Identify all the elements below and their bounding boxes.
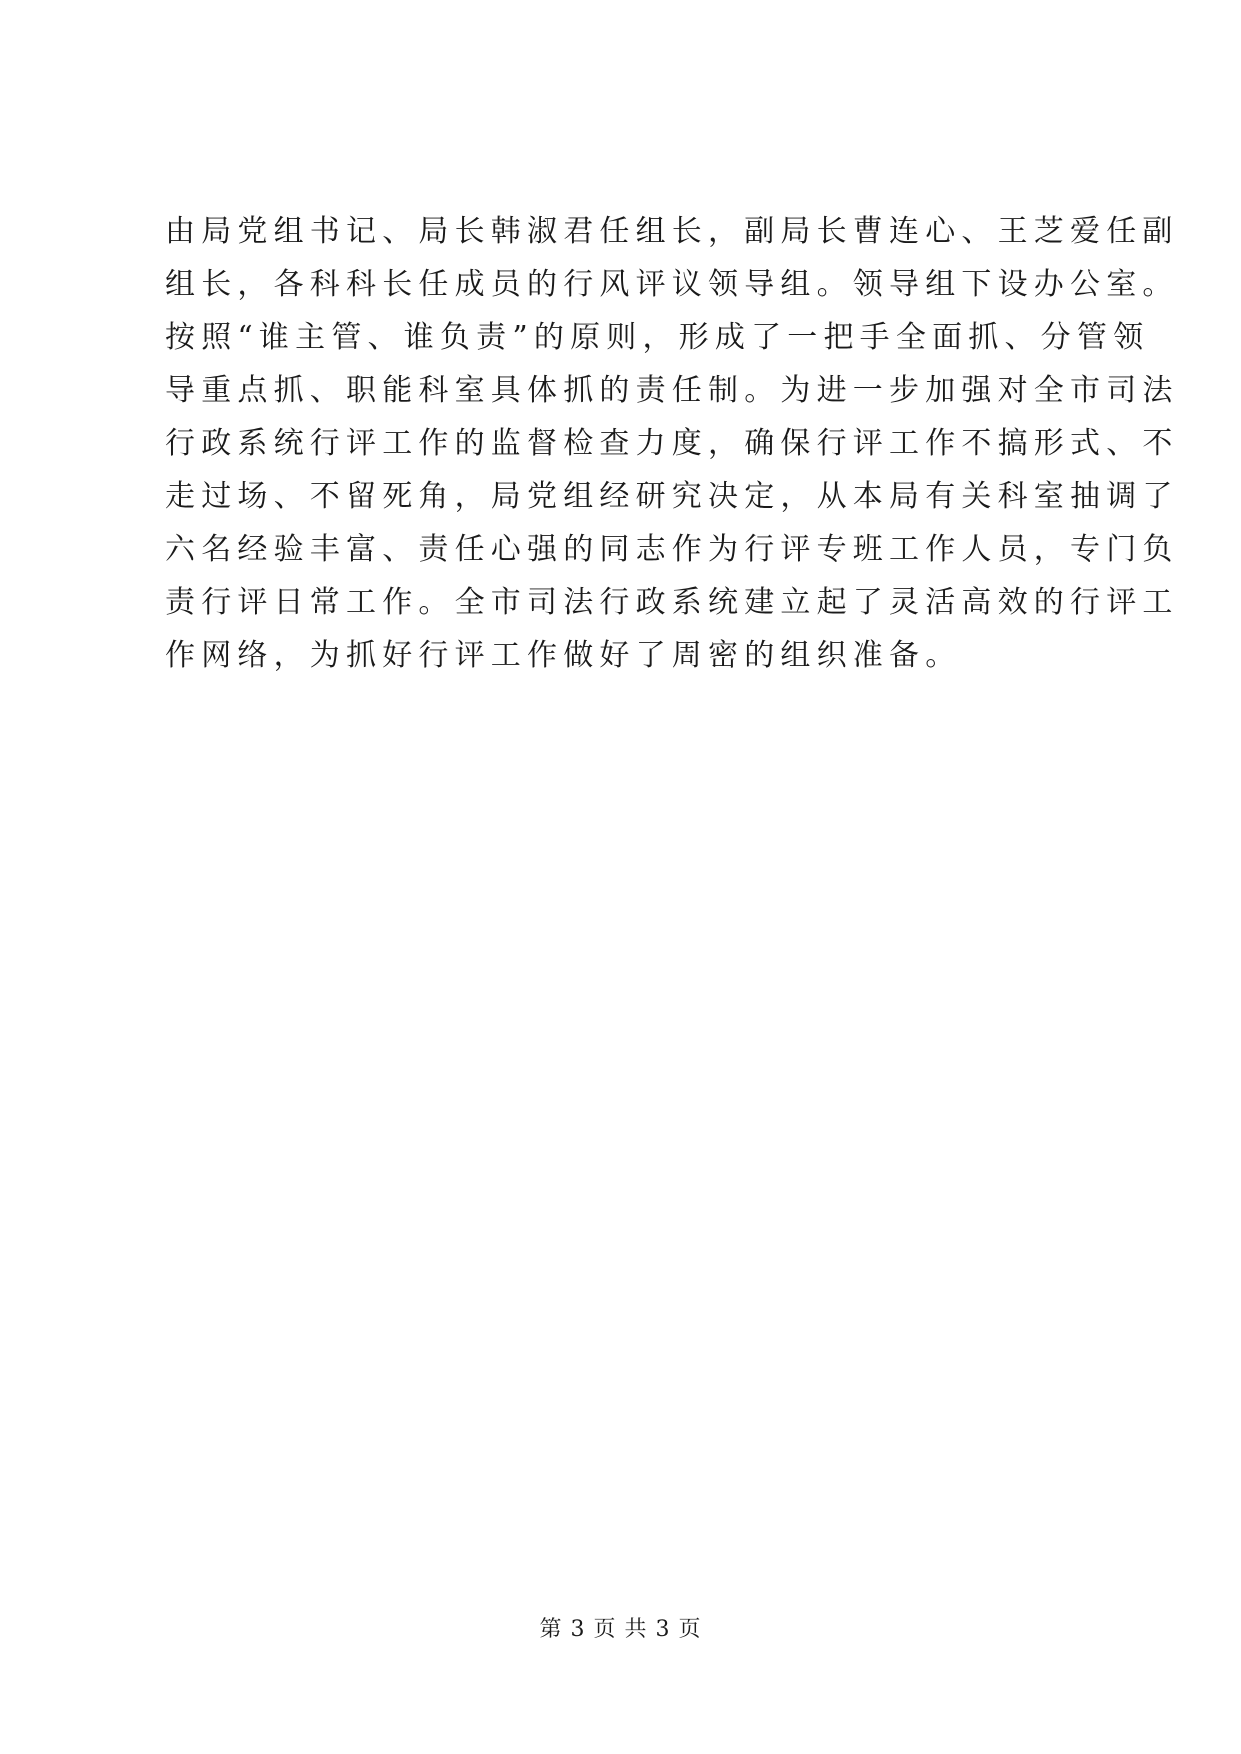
text-line: 走过场、不留死角，局党组经研究决定，从本局有关科室抽调了	[165, 479, 1179, 514]
text-line: 由局党组书记、局长韩淑君任组长，副局长曹连心、王芝爱任副	[165, 214, 1179, 249]
text-line: 行政系统行评工作的监督检查力度，确保行评工作不搞形式、不	[165, 426, 1179, 461]
text-line: 按照“谁主管、谁负责”的原则，形成了一把手全面抓、分管领	[165, 320, 1150, 355]
body-paragraph	[165, 205, 1179, 682]
page-number-footer: 第 3 页 共 3 页	[539, 1617, 702, 1642]
text-line: 作网络，为抓好行评工作做好了周密的组织准备。	[165, 638, 962, 673]
text-line: 责行评日常工作。全市司法行政系统建立起了灵活高效的行评工	[165, 585, 1179, 620]
text-line: 六名经验丰富、责任心强的同志作为行评专班工作人员，专门负	[165, 532, 1179, 567]
text-line: 导重点抓、职能科室具体抓的责任制。为进一步加强对全市司法	[165, 373, 1179, 408]
text-line: 组长，各科科长任成员的行风评议领导组。领导组下设办公室。	[165, 267, 1179, 302]
